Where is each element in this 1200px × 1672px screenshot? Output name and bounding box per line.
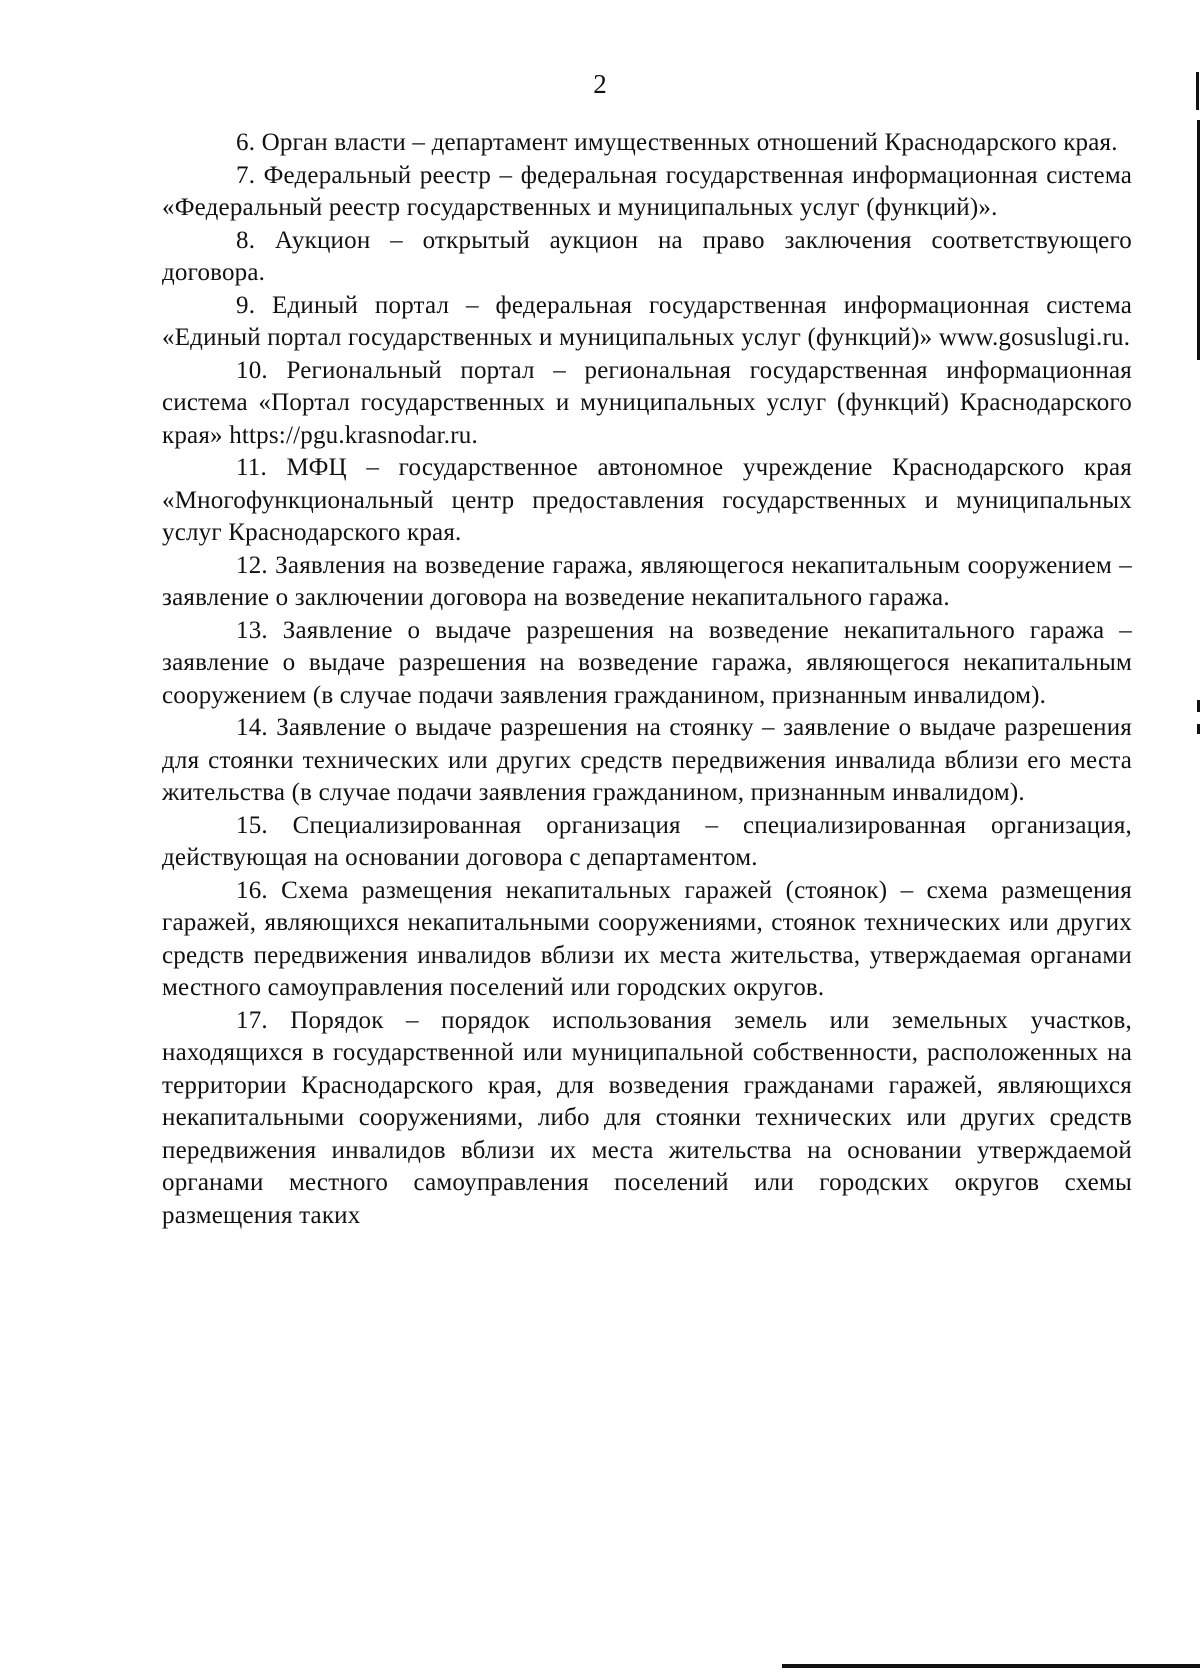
scan-edge-mark — [1196, 72, 1199, 110]
paragraph-17: 17. Порядок – порядок использования земель или земельных участков, находящихся в государственной или муниципальной собственности, расположенных на территории Краснодарского края, для возведения гражданами гаражей, являющихся некапитальными сооружениями, либо для стоянки технических или других средств передвижения инвалидов вблизи их места жительства на основании утверждаемой органами местного самоуправления поселений или городских округов схемы размещения таких — [162, 1006, 1132, 1229]
paragraph-16: 16. Схема размещения некапитальных гаражей (стоянок) – схема размещения гаражей, являющихся некапитальными сооружениями, стоянок технических или других средств передвижения инвалидов вблизи их места жительства, утверждаемая органами местного самоуправления поселений или городских округов. — [162, 876, 1132, 1001]
document-body — [162, 127, 1132, 1232]
page-number: 2 — [593, 69, 607, 99]
paragraph-9: 9. Единый портал – федеральная государственная информационная система «Единый портал государственных и муниципальных услуг (функций)» www.gosuslugi.ru. — [162, 291, 1132, 351]
paragraph-12: 12. Заявления на возведение гаража, являющегося некапитальным сооружением – заявление о заключении договора на возведение некапитального гаража. — [162, 551, 1132, 611]
paragraph-10: 10. Региональный портал – региональная государственная информационная система «Портал государственных и муниципальных услуг (функций) Краснодарского края» https://pgu.krasnodar.ru. — [162, 356, 1132, 449]
scan-bottom-rule — [782, 1664, 1200, 1668]
paragraph-7: 7. Федеральный реестр – федеральная государственная информационная система «Федеральный реестр государственных и муниципальных услуг (функций)». — [162, 161, 1132, 221]
paragraph-13: 13. Заявление о выдаче разрешения на возведение некапитального гаража – заявление о выдаче разрешения на возведение гаража, являющегося некапитальным сооружением (в случае подачи заявления гражданином, признанным инвалидом). — [162, 616, 1132, 709]
paragraph-8: 8. Аукцион – открытый аукцион на право заключения соответствующего договора. — [162, 226, 1132, 286]
paragraph-15: 15. Специализированная организация – специализированная организация, действующая на основании договора с департаментом. — [162, 811, 1132, 871]
paragraph-14: 14. Заявление о выдаче разрешения на стоянку – заявление о выдаче разрешения для стоянки технических или других средств передвижения инвалида вблизи его места жительства (в случае подачи заявления гражданином, признанным инвалидом). — [162, 714, 1132, 806]
paragraph-11: 11. МФЦ – государственное автономное учреждение Краснодарского края «Многофункциональный центр предоставления государственных и муниципальных услуг Краснодарского края. — [162, 454, 1132, 546]
paragraph-6: 6. Орган власти – департамент имущественных отношений Краснодарского края. — [236, 129, 1118, 156]
